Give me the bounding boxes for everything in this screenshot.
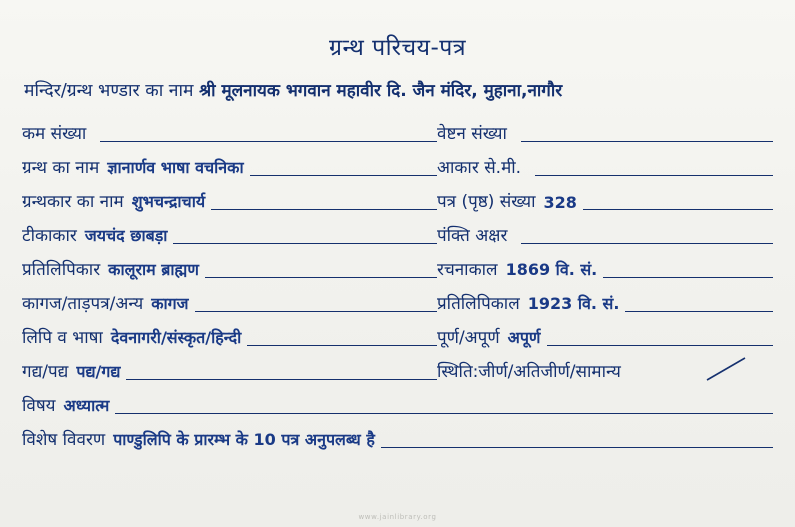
field-value — [621, 382, 635, 384]
field-tikakar — [22, 223, 437, 248]
field-value: अध्यात्म — [63, 396, 110, 415]
field-rachnakal — [437, 257, 773, 282]
field-value — [507, 144, 521, 146]
field-kram-sankhya — [22, 121, 437, 146]
ruled-line — [521, 242, 773, 244]
field-granth-ka-naam — [22, 155, 437, 180]
field-gadya-padya — [22, 359, 437, 384]
field-value — [86, 144, 100, 146]
field-value: 1869 वि. सं. — [505, 260, 598, 279]
field-value: पद्य/गद्य — [76, 362, 121, 381]
ruled-line — [381, 446, 773, 448]
field-pratilipikal — [437, 291, 773, 316]
field-label: स्थिति:जीर्ण/अतिजीर्ण/सामान्य — [437, 362, 621, 382]
field-label: पूर्ण/अपूर्ण — [437, 328, 500, 348]
field-label: आकार से.मी. — [437, 158, 522, 178]
table-row — [22, 282, 773, 316]
field-purna-apurna — [437, 325, 773, 350]
watermark: www.jainlibrary.org — [358, 513, 437, 521]
field-vishesh-vivaran — [22, 427, 773, 452]
field-label: कम संख्या — [22, 124, 87, 144]
page-title: ग्रन्थ परिचय-पत्र — [328, 35, 467, 61]
ruled-line — [521, 140, 773, 142]
ruled-line — [603, 276, 773, 278]
ruled-line — [115, 412, 773, 414]
ruled-line — [583, 208, 773, 210]
field-patra-sankhya — [437, 189, 773, 214]
table-row — [22, 418, 773, 452]
field-value: कालूराम ब्राह्मण — [108, 260, 199, 279]
ruled-line — [126, 378, 437, 380]
table-row — [22, 146, 773, 180]
temple-name-label: मन्दिर/ग्रन्थ भण्डार का नाम — [24, 81, 194, 101]
ruled-line — [173, 242, 437, 244]
field-value: जयचंद छाबड़ा — [84, 226, 168, 245]
ruled-line — [195, 310, 437, 312]
field-value: 1923 वि. सं. — [527, 294, 620, 313]
temple-name-value: श्री मूलनायक भगवान महावीर दि. जैन मंदिर, मुहाना,नागौर — [199, 81, 563, 101]
field-label: वेष्टन संख्या — [437, 124, 507, 144]
field-label: पंक्ति अक्षर — [437, 226, 508, 246]
field-pratilipikar — [22, 257, 437, 282]
ruled-line — [211, 208, 437, 210]
field-label: ग्रन्थ का नाम — [22, 158, 100, 178]
field-value — [521, 178, 535, 180]
ruled-line — [247, 344, 437, 346]
table-row — [22, 214, 773, 248]
field-label: प्रतिलिपिकार — [22, 260, 101, 280]
field-value: कागज — [151, 294, 189, 313]
field-kagaj-tadpatra-anya — [22, 291, 437, 316]
ruled-line — [250, 174, 437, 176]
table-row — [22, 180, 773, 214]
table-row — [22, 112, 773, 146]
field-label: प्रतिलिपिकाल — [437, 294, 520, 314]
field-rows — [22, 112, 773, 452]
temple-name-line — [24, 78, 773, 102]
field-veshtan-sankhya — [437, 121, 773, 146]
selection-strike-mark — [703, 356, 749, 382]
field-vishay — [22, 393, 773, 418]
ruled-line — [205, 276, 437, 278]
field-label: पत्र (पृष्ठ) संख्या — [437, 192, 536, 212]
field-lipi-va-bhasha — [22, 325, 437, 350]
field-value: 328 — [543, 193, 577, 212]
field-label: गद्य/पद्य — [22, 362, 69, 382]
field-value: देवनागरी/संस्कृत/हिन्दी — [110, 328, 242, 347]
field-label: विषय — [22, 396, 56, 416]
field-value — [507, 246, 521, 248]
table-row — [22, 248, 773, 282]
table-row — [22, 316, 773, 350]
field-label: लिपि व भाषा — [22, 328, 103, 348]
field-aakar-cm — [437, 155, 773, 180]
table-row — [22, 384, 773, 418]
field-label: टीकाकार — [22, 226, 77, 246]
field-value: पाण्डुलिपि के प्रारम्भ के 10 पत्र अनुपलब्ध है — [113, 430, 375, 449]
field-label: रचनाकाल — [437, 260, 498, 280]
field-value: अपूर्ण — [507, 328, 541, 347]
ruled-line — [100, 140, 437, 142]
field-value: शुभचन्द्राचार्य — [131, 192, 206, 211]
field-pankti-akshar — [437, 223, 773, 248]
field-sthiti — [437, 359, 773, 384]
field-label: कागज/ताड़पत्र/अन्य — [22, 294, 144, 314]
field-label: विशेष विवरण — [22, 430, 106, 450]
field-value: ज्ञानार्णव भाषा वचनिका — [107, 158, 244, 177]
ruled-line — [625, 310, 773, 312]
field-granthkar-ka-naam — [22, 189, 437, 214]
ruled-line — [547, 344, 773, 346]
field-label: ग्रन्थकार का नाम — [22, 192, 124, 212]
ruled-line — [535, 174, 773, 176]
table-row — [22, 350, 773, 384]
